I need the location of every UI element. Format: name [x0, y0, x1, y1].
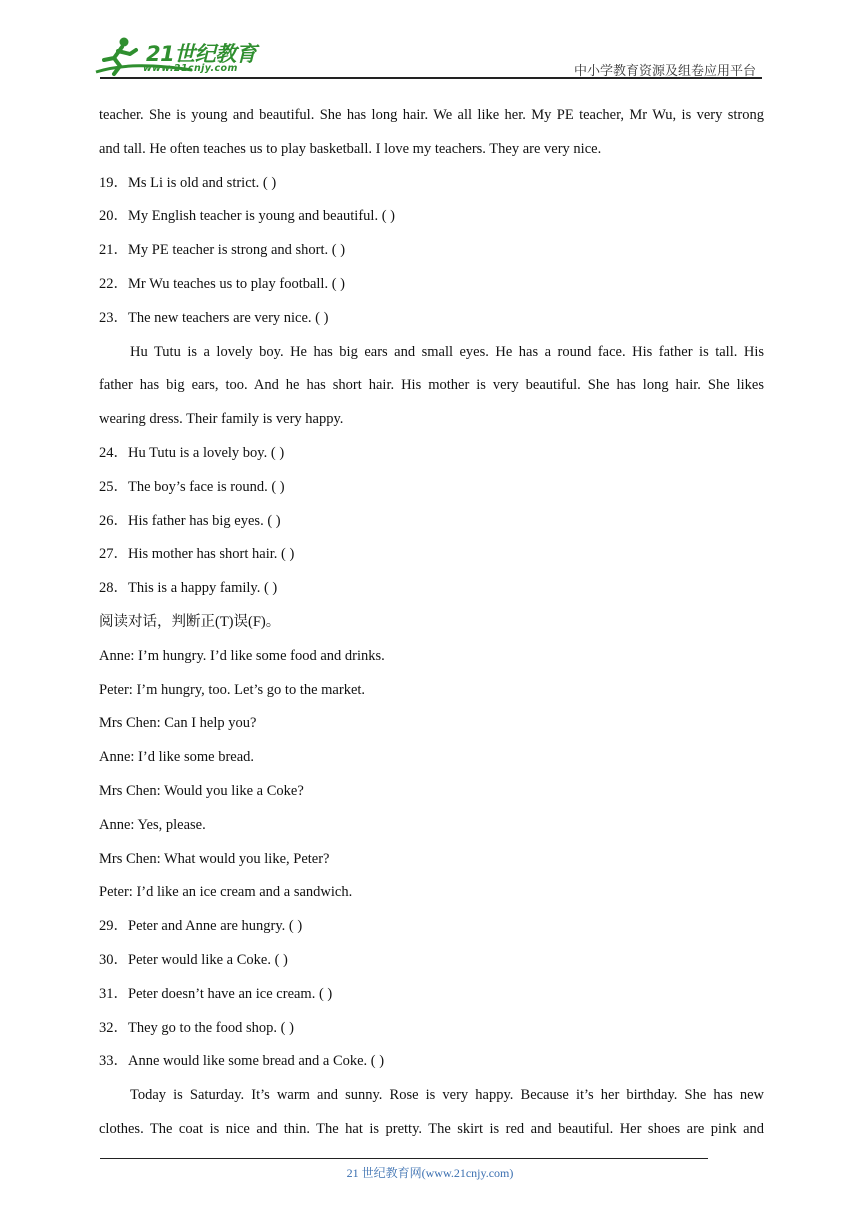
question-23: 23．The new teachers are very nice. ( )	[99, 309, 329, 326]
question-30: 30．Peter would like a Coke. ( )	[99, 951, 288, 968]
dialogue-line: Peter: I’d like an ice cream and a sandwich.	[99, 884, 353, 901]
passage-line: and tall. He often teaches us to play basketball. I love my teachers. They are very nice.	[99, 140, 602, 157]
dialogue-line: Peter: I’m hungry, too. Let’s go to the market.	[99, 681, 366, 698]
passage-line: Hu Tutu is a lovely boy. He has big ears and small eyes. He has a round face. His father is tall. His	[130, 343, 764, 360]
question-31: 31．Peter doesn’t have an ice cream. ( )	[99, 985, 333, 1002]
question-32: 32．They go to the food shop. ( )	[99, 1019, 294, 1036]
question-21: 21．My PE teacher is strong and short. ( )	[99, 242, 346, 259]
question-28: 28．This is a happy family. ( )	[99, 580, 278, 597]
platform-title: 中小学教育资源及组卷应用平台	[573, 64, 756, 79]
document-body	[99, 99, 764, 1147]
footer-divider	[100, 1158, 708, 1159]
question-22: 22．Mr Wu teaches us to play football. ( )	[99, 275, 345, 292]
question-19: 19．Ms Li is old and strict. ( )	[99, 174, 277, 191]
passage-line: Today is Saturday. It’s warm and sunny. Rose is very happy. Because it’s her birthday. She has new	[130, 1087, 764, 1104]
dialogue-line: Anne: I’m hungry. I’d like some food and drinks.	[99, 647, 385, 664]
question-29: 29．Peter and Anne are hungry. ( )	[99, 918, 303, 935]
passage-line: teacher. She is young and beautiful. She has long hair. We all like her. My PE teacher, Mr Wu, is very strong	[99, 107, 764, 123]
section-instruction: 阅读对话，判断正(T)误(F)。	[99, 613, 281, 630]
question-33: 33．Anne would like some bread and a Coke. ( )	[99, 1053, 385, 1070]
passage-line: clothes. The coat is nice and thin. The hat is pretty. The skirt is red and beautiful. Her shoes are pink and	[99, 1120, 764, 1137]
footer-text: 21 世纪教育网(www.21cnjy.com)	[346, 1166, 514, 1180]
page-header	[0, 0, 860, 80]
passage-line: wearing dress. Their family is very happy.	[99, 411, 344, 428]
question-25: 25．The boy’s face is round. ( )	[99, 478, 285, 495]
dialogue-line: Mrs Chen: Would you like a Coke?	[99, 782, 304, 799]
header-divider	[100, 77, 762, 79]
question-26: 26．His father has big eyes. ( )	[99, 512, 281, 529]
dialogue-line: Anne: Yes, please.	[99, 816, 206, 833]
passage-line: father has big ears, too. And he has short hair. His mother is very beautiful. She has long hair. She likes	[99, 377, 764, 394]
dialogue-line: Anne: I’d like some bread.	[99, 749, 255, 766]
logo-url: www.21cnjy.com	[143, 63, 238, 74]
question-24: 24．Hu Tutu is a lovely boy. ( )	[99, 444, 285, 461]
dialogue-line: Mrs Chen: Can I help you?	[99, 715, 257, 732]
logo-text: 21世纪教育	[146, 42, 257, 66]
question-20: 20．My English teacher is young and beautiful. ( )	[99, 208, 395, 225]
dialogue-line: Mrs Chen: What would you like, Peter?	[99, 850, 330, 867]
question-27: 27．His mother has short hair. ( )	[99, 546, 295, 563]
